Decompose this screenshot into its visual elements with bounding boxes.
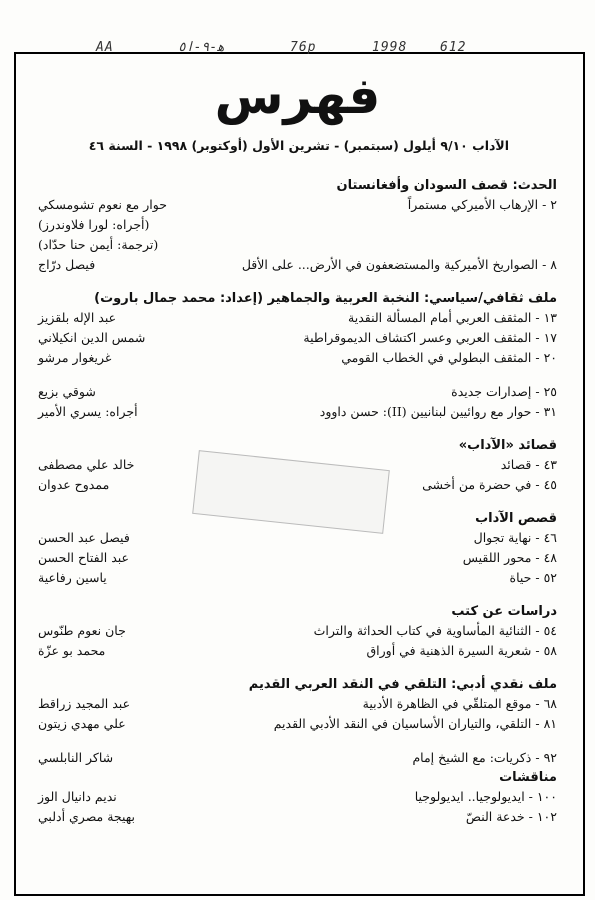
page-title: فهرس bbox=[214, 67, 381, 125]
toc-title: ١٣ - المثقف العربي أمام المسألة النقدية bbox=[348, 310, 557, 325]
toc-author: نديم دانيال الوز bbox=[38, 789, 117, 804]
toc-row[interactable] bbox=[38, 350, 557, 370]
toc-row[interactable] bbox=[38, 623, 557, 643]
toc-row[interactable] bbox=[38, 384, 557, 404]
toc-author: شوقي بزيع bbox=[38, 384, 96, 399]
section-heading: قصائد «الآداب» bbox=[458, 438, 557, 453]
issue-subtitle: الآداب ٩/١٠ أيلول (سبتمبر) - تشرين الأول (أوكتوبر) ١٩٩٨ - السنة ٤٦ bbox=[88, 138, 509, 153]
toc-author: (ترجمة: أيمن حنا حدّاد) bbox=[38, 237, 159, 252]
toc-title: ١٧ - المثقف العربي وعسر اكتشاف الديموقراطية bbox=[303, 330, 557, 345]
toc-row[interactable] bbox=[38, 570, 557, 590]
section-heading: دراسات عن كتب bbox=[451, 604, 557, 619]
toc-title: ٥٢ - حياة bbox=[509, 570, 557, 585]
toc-author: جان نعوم طنّوس bbox=[38, 623, 126, 638]
section-heading: الحدث: قصف السودان وأفغانستان bbox=[336, 178, 557, 193]
toc-author: ممدوح عدوان bbox=[38, 477, 110, 492]
section-heading: ملف نقدي أدبي: التلقي في النقد العربي القديم bbox=[248, 677, 557, 692]
toc-row[interactable] bbox=[38, 404, 557, 424]
toc-title: ٨١ - التلقي، والتياران الأساسيان في النقد الأدبي القديم bbox=[273, 716, 557, 731]
toc-row[interactable] bbox=[38, 477, 557, 497]
toc-author: (أجراه: لورا فلاوندرز) bbox=[38, 217, 150, 232]
toc-row[interactable] bbox=[38, 789, 557, 809]
toc-row[interactable] bbox=[38, 530, 557, 550]
toc-title: ٥٤ - الثنائية المأساوية في كتاب الحداثة والتراث bbox=[313, 623, 557, 638]
toc-row[interactable] bbox=[38, 696, 557, 716]
handwritten-note-2: ﻫ-٩-ﺍ٥ bbox=[178, 40, 225, 55]
toc-author: عبد المجيد زراقط bbox=[38, 696, 131, 711]
toc-author: عبد الإله بلقزيز bbox=[38, 310, 117, 325]
toc-row[interactable] bbox=[38, 809, 557, 829]
toc-author: شمس الدين انكيلاني bbox=[38, 330, 146, 345]
toc-title: ٢ - الإرهاب الأميركي مستمراً bbox=[407, 197, 557, 212]
toc-title: ٣١ - حوار مع روائيين لبنانيين (II): حسن داوود bbox=[319, 404, 557, 419]
handwritten-note-5: 612 bbox=[440, 40, 467, 55]
toc-author: شاكر النابلسي bbox=[38, 750, 114, 765]
handwritten-note-4: 1998 bbox=[372, 40, 408, 55]
toc-title: ٩٢ - ذكريات: مع الشيخ إمام bbox=[412, 750, 557, 765]
toc-title: ١٠٢ - خدعة النصّ bbox=[465, 809, 557, 824]
handwritten-note-3: 76p bbox=[290, 40, 317, 55]
handwritten-note-1: AA bbox=[96, 40, 114, 55]
toc-title: ٢٥ - إصدارات جديدة bbox=[451, 384, 557, 399]
toc-title: ٦٨ - موقع المتلقّي في الظاهرة الأدبية bbox=[362, 696, 557, 711]
section-heading: مناقشات bbox=[499, 770, 557, 785]
toc-title: ٥٨ - شعرية السيرة الذهنية في أوراق bbox=[366, 643, 557, 658]
section-heading: قصص الآداب bbox=[475, 511, 557, 526]
toc-author: غريغوار مرشو bbox=[38, 350, 112, 365]
toc-row[interactable] bbox=[38, 310, 557, 330]
toc-author: محمد بو عزّة bbox=[38, 643, 106, 658]
toc-title: ٤٨ - محور اللقيس bbox=[462, 550, 557, 565]
toc-author: ياسين رفاعية bbox=[38, 570, 107, 585]
toc-author: بهيجة مصري أدلبي bbox=[38, 809, 135, 824]
toc-row[interactable] bbox=[38, 643, 557, 663]
toc-author: علي مهدي زيتون bbox=[38, 716, 126, 731]
toc-row[interactable] bbox=[38, 750, 557, 770]
toc-author: حوار مع نعوم تشومسكي bbox=[38, 197, 167, 212]
toc-title: ٤٦ - نهاية تجوال bbox=[473, 530, 557, 545]
toc-author: فيصل درّاج bbox=[38, 257, 96, 272]
toc-row[interactable] bbox=[38, 457, 557, 477]
toc-row bbox=[38, 237, 557, 257]
toc-author: فيصل عبد الحسن bbox=[38, 530, 130, 545]
toc-title: ٤٥ - في حضرة من أخشى bbox=[422, 477, 557, 492]
toc-row bbox=[38, 217, 557, 237]
toc-row[interactable] bbox=[38, 330, 557, 350]
toc-row[interactable] bbox=[38, 716, 557, 736]
toc-row[interactable] bbox=[38, 197, 557, 217]
toc-row[interactable] bbox=[38, 550, 557, 570]
toc-row[interactable] bbox=[38, 257, 557, 277]
toc-author: عبد الفتاح الحسن bbox=[38, 550, 130, 565]
toc-title: ٤٣ - قصائد bbox=[500, 457, 557, 472]
toc-title: ٢٠ - المثقف البطولي في الخطاب القومي bbox=[341, 350, 557, 365]
toc-author: خالد علي مصطفى bbox=[38, 457, 135, 472]
toc-title: ٨ - الصواريخ الأميركية والمستضعفون في الأرض... على الأقل bbox=[241, 257, 557, 272]
toc-content bbox=[38, 178, 557, 829]
toc-title: ١٠٠ - ايديولوجيا.. ايديولوجيا bbox=[414, 789, 557, 804]
section-heading: ملف ثقافي/سياسي: النخبة العربية والجماهير (إعداد: محمد جمال باروت) bbox=[94, 291, 557, 306]
toc-author: أجراه: يسري الأمير bbox=[38, 404, 138, 419]
